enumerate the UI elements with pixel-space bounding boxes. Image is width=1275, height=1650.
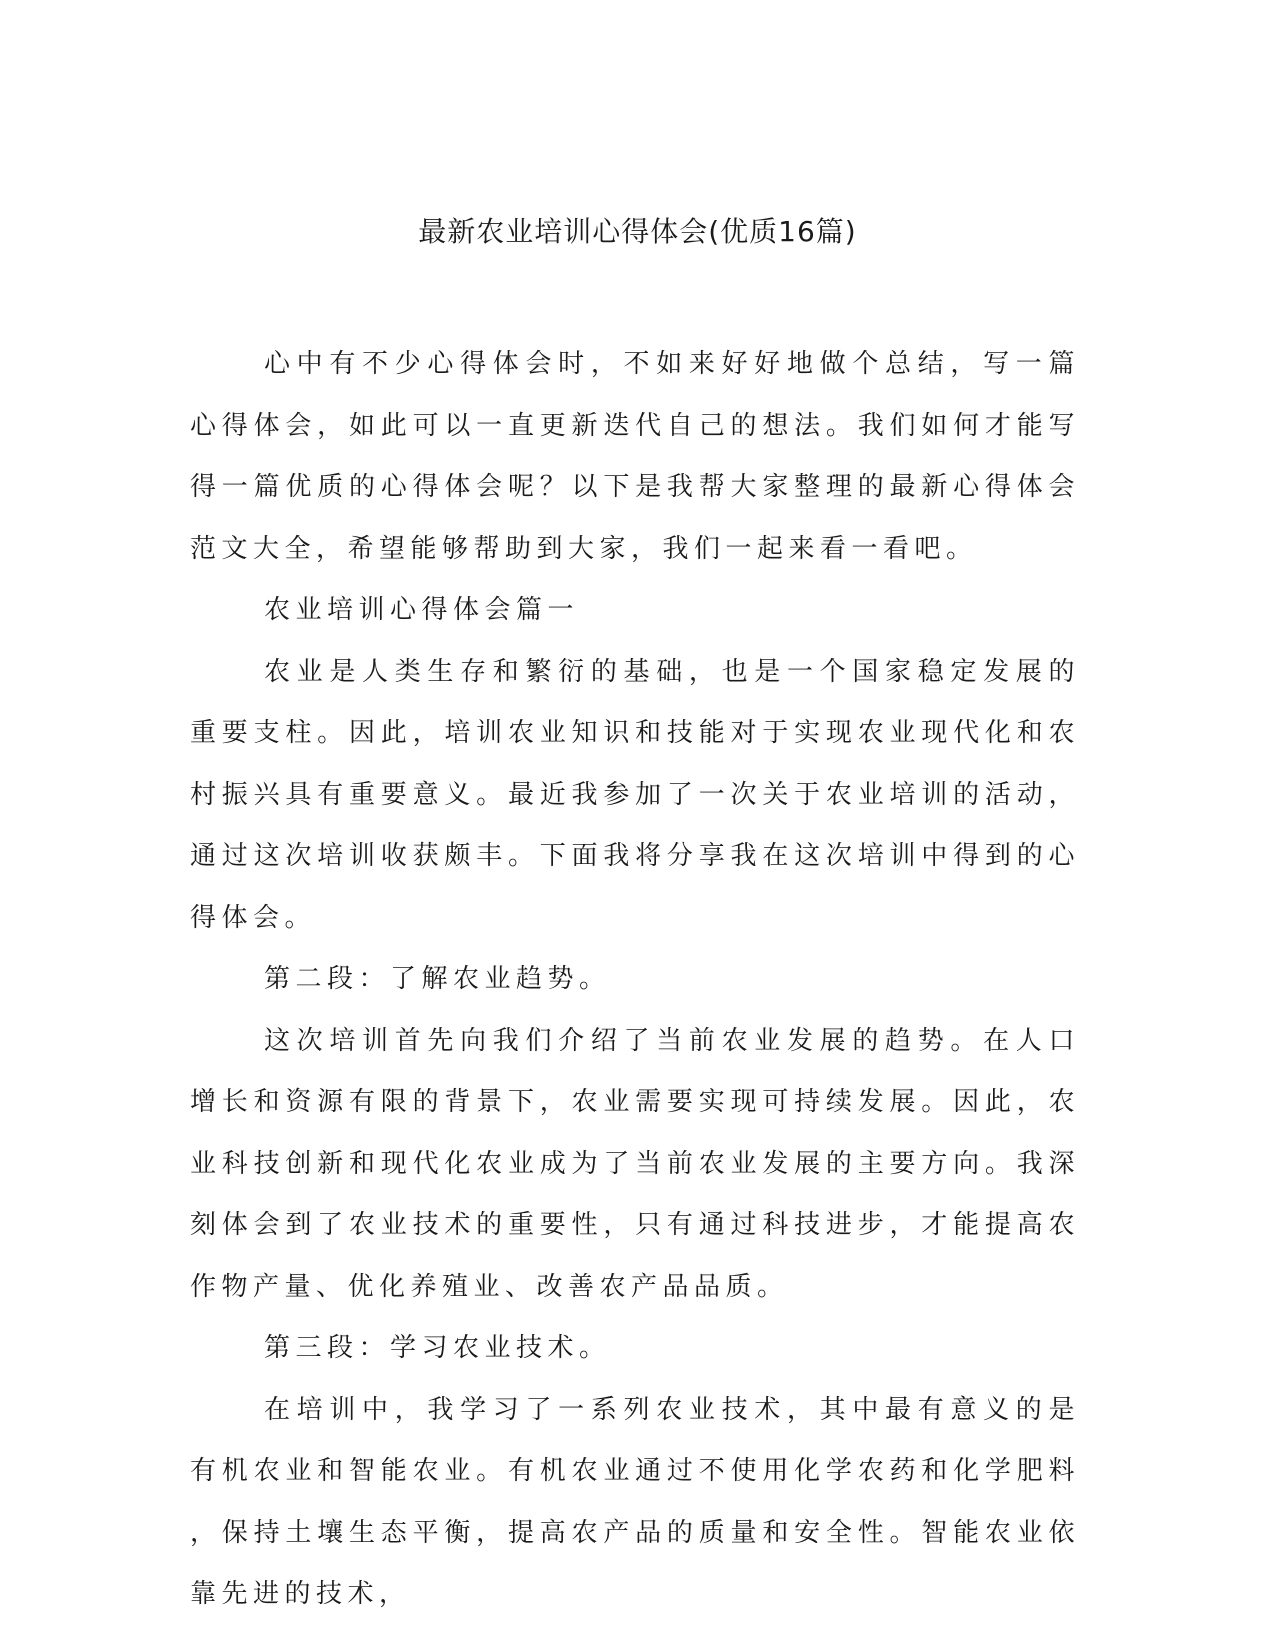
section-heading-part-one: 农业培训心得体会篇一: [264, 595, 580, 625]
section-heading-third: 第三段：学习农业技术。: [264, 1333, 611, 1363]
document-body: [190, 334, 1080, 1626]
section-heading-second: 第二段：了解农业趋势。: [264, 964, 611, 994]
paragraph-agriculture-foundation: 农业是人类生存和繁衍的基础，也是一个国家稳定发展的重要支柱。因此，培训农业知识和技能对于实现农业现代化和农村振兴具有重要意义。最近我参加了一次关于农业培训的活动，通过这次培训收获颇丰。下面我将分享我在这次培训中得到的心得体会。: [190, 656, 1080, 933]
document-title: 最新农业培训心得体会(优质16篇): [418, 215, 857, 248]
paragraph-agriculture-techniques: 在培训中，我学习了一系列农业技术，其中最有意义的是有机农业和智能农业。有机农业通过不使用化学农药和化学肥料，保持土壤生态平衡，提高农产品的质量和安全性。智能农业依靠先进的技术，: [190, 1394, 1080, 1609]
paragraph-intro: 心中有不少心得体会时，不如来好好地做个总结，写一篇心得体会，如此可以一直更新迭代自己的想法。我们如何才能写得一篇优质的心得体会呢？以下是我帮大家整理的最新心得体会范文大全，希望能够帮助到大家，我们一起来看一看吧。: [190, 349, 1080, 564]
paragraph-agriculture-trends: 这次培训首先向我们介绍了当前农业发展的趋势。在人口增长和资源有限的背景下，农业需要实现可持续发展。因此，农业科技创新和现代化农业成为了当前农业发展的主要方向。我深刻体会到了农业技术的重要性，只有通过科技进步，才能提高农作物产量、优化养殖业、改善农产品品质。: [190, 1025, 1080, 1302]
